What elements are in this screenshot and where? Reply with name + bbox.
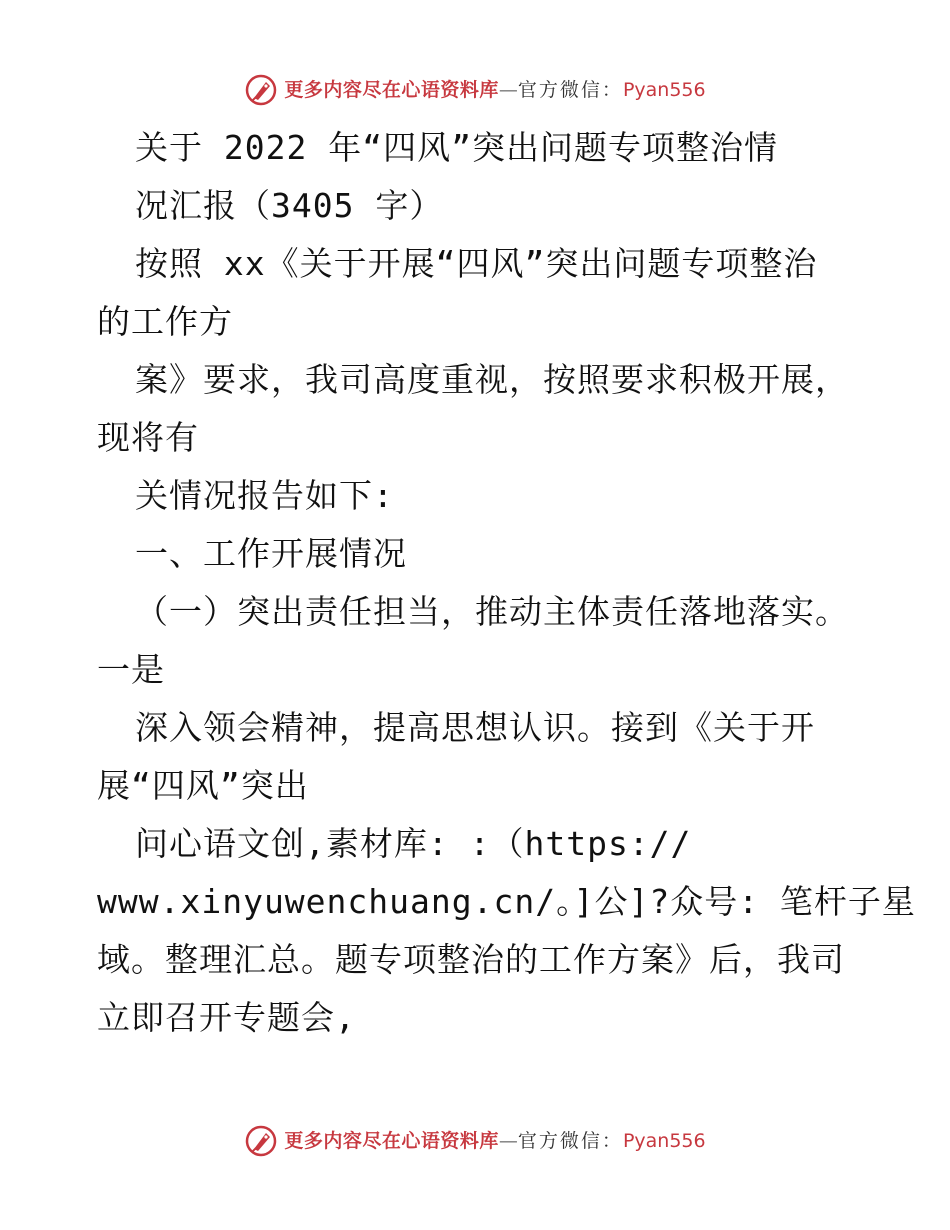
banner-wechat-label: 官方微信： — [517, 1129, 623, 1152]
banner-wechat-id: Pyan556 — [622, 78, 706, 101]
header-banner — [0, 70, 950, 110]
banner-text — [284, 78, 706, 101]
banner-separator: — — [498, 78, 518, 101]
document-line: 域。整理汇总。题专项整治的工作方案》后，我司 — [97, 940, 845, 979]
banner-text — [284, 1129, 706, 1152]
banner-separator: — — [498, 1129, 518, 1152]
pen-nib-logo-icon — [244, 1124, 278, 1158]
document-line: 的工作方 — [97, 302, 233, 341]
document-line: 关情况报告如下: — [135, 476, 394, 515]
footer-banner — [0, 1121, 950, 1161]
document-line: 按照 xx《关于开展“四风”突出问题专项整治 — [135, 244, 818, 283]
banner-main-text: 更多内容尽在心语资料库 — [284, 78, 499, 101]
document-line: 一、工作开展情况 — [135, 534, 407, 573]
document-line: 现将有 — [97, 418, 199, 457]
document-line: （一）突出责任担当，推动主体责任落地落实。 — [135, 592, 849, 631]
pen-nib-logo-icon — [244, 73, 278, 107]
document-line: 关于 2022 年“四风”突出问题专项整治情 — [135, 128, 778, 167]
document-line: 立即召开专题会, — [97, 998, 356, 1037]
document-line: 案》要求，我司高度重视，按照要求积极开展， — [135, 360, 849, 399]
document-line: 展“四风”突出 — [97, 766, 309, 805]
document-line: 一是 — [97, 650, 165, 689]
document-line: 深入领会精神，提高思想认识。接到《关于开 — [135, 708, 815, 747]
document-line: 问心语文创,素材库: :（https:// — [135, 824, 692, 863]
document-body — [97, 119, 916, 1047]
banner-wechat-id: Pyan556 — [622, 1129, 706, 1152]
document-line: 况汇报（3405 字） — [135, 186, 444, 225]
banner-wechat-label: 官方微信： — [517, 78, 623, 101]
document-line: www.xinyuwenchuang.cn/。]公]?众号: 笔杆子星 — [97, 882, 916, 921]
banner-main-text: 更多内容尽在心语资料库 — [284, 1129, 499, 1152]
